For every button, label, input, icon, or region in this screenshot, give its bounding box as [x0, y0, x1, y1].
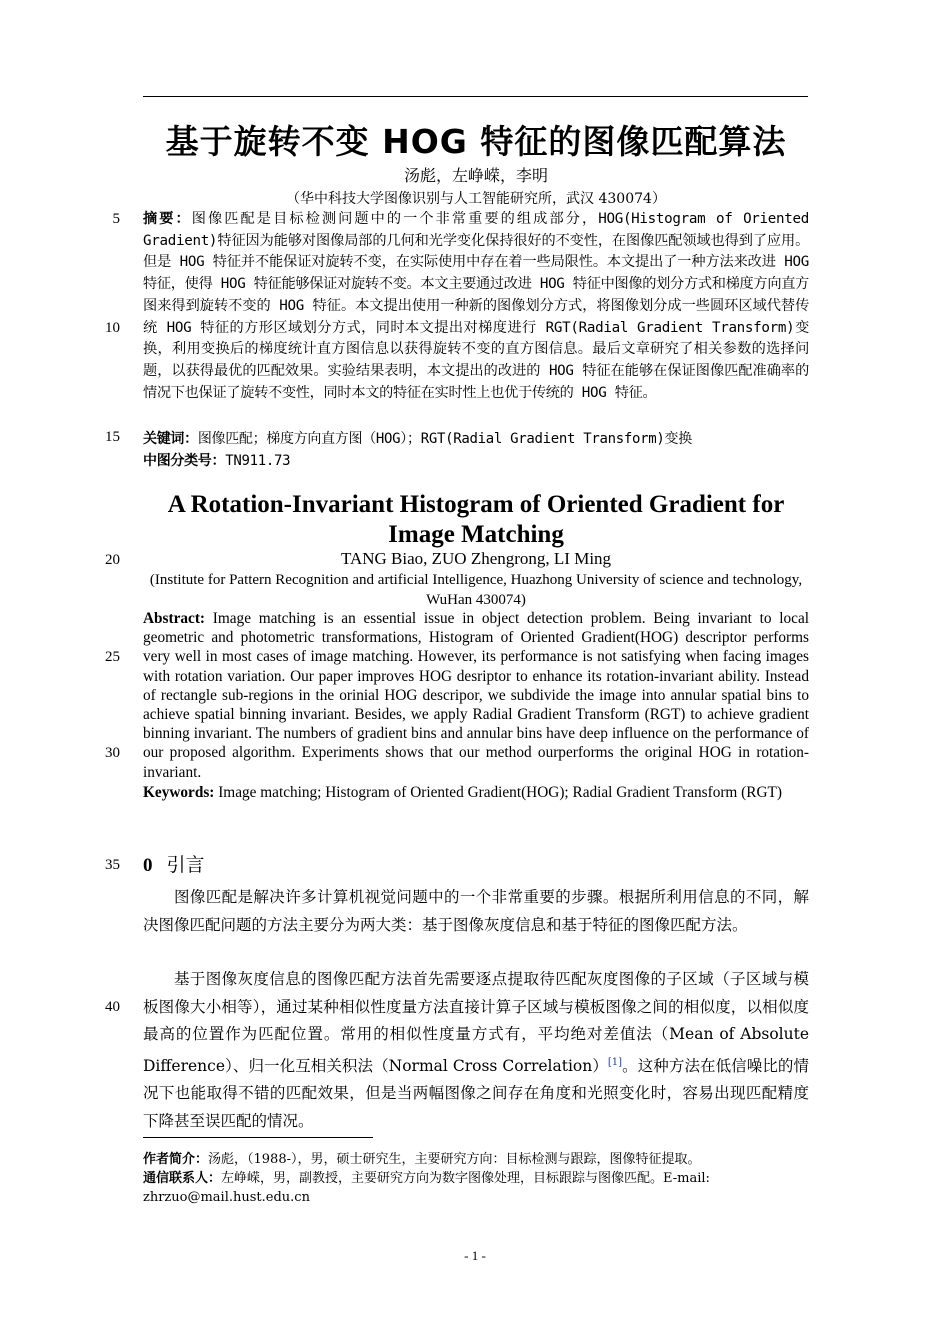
english-authors: TANG Biao, ZUO Zhengrong, LI Ming — [340, 549, 612, 568]
author-bio-label: 作者简介： — [143, 1152, 209, 1167]
line-number: 10 — [105, 320, 120, 336]
contact-info — [143, 1169, 809, 1207]
line-number: 30 — [105, 745, 120, 761]
chinese-keywords-block — [143, 428, 809, 472]
line-number: 35 — [105, 857, 120, 873]
author-bio — [143, 1150, 809, 1169]
footnote — [143, 1150, 809, 1207]
chinese-abstract-label: 摘要： — [143, 211, 192, 227]
line-number: 5 — [112, 211, 120, 227]
intro-paragraph-2 — [143, 966, 809, 1135]
chinese-authors: 汤彪，左峥嵘，李明 — [403, 166, 548, 185]
chinese-abstract-text: 图像匹配是目标检测问题中的一个非常重要的组成部分，HOG(Histogram of Oriented Gradient)特征因为能够对图像局部的几何和光学变化保持很好的不变性，在图像匹配领域也得到了应用。但是 HOG 特征并不能保证对旋转不变，在实际使用中存在着一些局限性。本文提出了一种方法来改进 HOG 特征，使得 HOG 特征能够保证对旋转不变。本文主要通过改进 HOG 特征中图像的划分方式和梯度方向直方图来得到旋转不变的 HOG 特征。本文提出使用一种新的图像划分方式，将图像划分成一些圆环区域代替传统 HOG 特征的方形区域划分方式，同时本文提出对梯度进行 RGT(Radial Gradient Transform)变换，利用变换后的梯度统计直方图信息以获得旋转不变的直方图信息。最后文章研究了相关参数的选择问题，以获得最优的匹配效果。实验结果表明，本文提出的改进的 HOG 特征在能够在保证图像匹配准确率的情况下也保证了旋转不变性，同时本文的特征在实时性上也优于传统的 HOG 特征。 — [143, 211, 809, 401]
contact-label: 通信联系人： — [143, 1171, 222, 1186]
section-heading — [143, 850, 809, 877]
english-keywords-text: Image matching; Histogram of Oriented Gradient(HOG); Radial Gradient Transform (RGT) — [214, 784, 782, 801]
top-rule — [143, 96, 808, 97]
classification-text: TN911.73 — [225, 453, 291, 469]
line-number: 15 — [105, 429, 120, 445]
classification — [143, 450, 809, 472]
paragraph-2-text-a: 基于图像灰度信息的图像匹配方法首先需要逐点提取待匹配灰度图像的子区域（子区域与模板图像大小相等），通过某种相似性度量方法直接计算子区域与模板图像之间的相似度，以相似度最高的位置作为匹配位置。常用的相似性度量方式有，平均绝对差值法（Mean of Absolute Difference）、归一化互相关积法（Normal Cross Correlation） — [143, 970, 809, 1075]
chinese-keywords — [143, 428, 809, 450]
intro-paragraph-1: 图像匹配是解决许多计算机视觉问题中的一个非常重要的步骤。根据所利用信息的不同，解决图像匹配问题的方法主要分为两大类：基于图像灰度信息和基于特征的图像匹配方法。 — [143, 888, 809, 934]
english-abstract-label: Abstract: — [143, 610, 206, 627]
author-bio-text: 汤彪，（1988-），男，硕士研究生，主要研究方向：目标检测与跟踪，图像特征提取。 — [208, 1152, 701, 1167]
section-title: 引言 — [166, 854, 205, 876]
english-title: A Rotation-Invariant Histogram of Oriented Gradient for Image Matching — [167, 491, 785, 548]
english-keywords-label: Keywords: — [143, 784, 215, 801]
citation-link[interactable]: [1] — [607, 1056, 623, 1068]
chinese-title: 基于旋转不变 HOG 特征的图像匹配算法 — [165, 122, 787, 161]
line-number: 20 — [105, 552, 120, 568]
classification-label: 中图分类号： — [143, 453, 226, 469]
section-number: 0 — [143, 855, 153, 876]
english-affiliation: (Institute for Pattern Recognition and artificial Intelligence, Huazhong University of science and technology, WuHan 430074) — [149, 572, 803, 608]
english-abstract-text: Image matching is an essential issue in object detection problem. Being invariant to local geometric and photometric transformations, Histogram of Oriented Gradient(HOG) descriptor performs very well in most cases of image matching. However, its performance is not satisfying when facing images with rotation variation. Our paper improves HOG desriptor to enhance its rotation-invariant ability. Instead of rectangle sub-regions in the orinial HOG descripor, we subdivide the image into annular spatial bins to achieve spatial binning invariant. Besides, we apply Radial Gradient Transform (RGT) to achieve gradient binning invariant. The numbers of gradient bins and annular bins have deep influence on the performance of our proposed algorithm. Experiments shows that our method ourperforms the original HOG in rotation-invariant. — [143, 610, 809, 781]
chinese-keywords-text: 图像匹配；梯度方向直方图（HOG）；RGT(Radial Gradient Transform)变换 — [197, 431, 692, 447]
chinese-abstract — [143, 209, 809, 404]
line-number: 40 — [105, 999, 120, 1015]
footnote-rule — [143, 1137, 373, 1138]
page-number: - 1 - — [464, 1248, 486, 1263]
line-number: 25 — [105, 649, 120, 665]
english-keywords — [143, 783, 809, 802]
chinese-affiliation: （华中科技大学图像识别与人工智能研究所，武汉 430074） — [286, 191, 666, 207]
paragraph-2-text-b: 。这种方法在低信噪比的情况下也能取得不错的匹配效果，但是当两幅图像之间存在角度和光照变化时，容易出现匹配精度下降甚至误匹配的情况。 — [143, 1056, 809, 1130]
chinese-keywords-label: 关键词： — [143, 431, 198, 447]
contact-text: 左峥嵘，男，副教授，主要研究方向为数字图像处理，目标跟踪与图像匹配。E-mail: zhrzuo@mail.hust.edu.cn — [143, 1171, 710, 1205]
english-abstract — [143, 609, 809, 782]
